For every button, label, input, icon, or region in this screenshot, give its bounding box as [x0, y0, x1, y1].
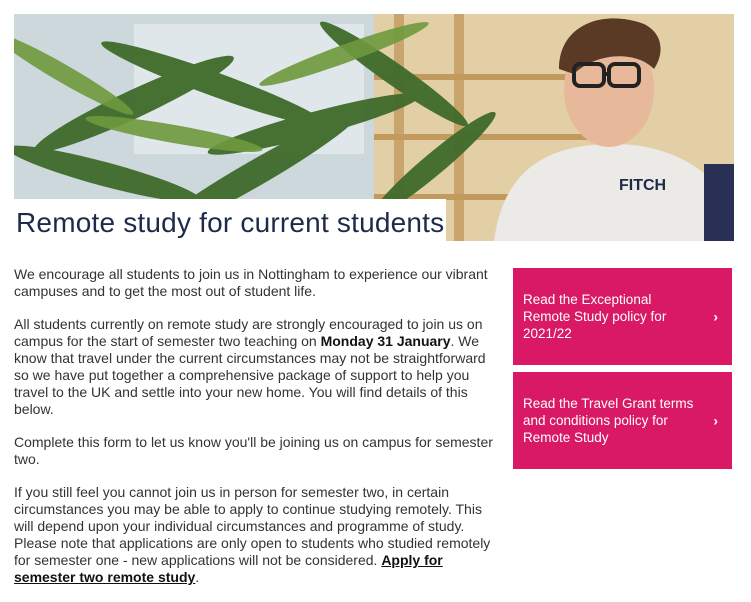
chevron-right-icon: › [713, 308, 718, 324]
semester-start-date: Monday 31 January [320, 333, 451, 349]
travel-grant-policy-button[interactable] [513, 372, 732, 469]
apply-remote-study-link[interactable]: Apply for semester two remote study [14, 552, 443, 585]
paragraph-remote-study-text-2: . We know that travel under the current circumstances may not be straightforward so we have put together a comprehensive package of support to help you travel to the UK and settle into your new home. You will find details of this below. [14, 333, 486, 417]
cta-label: Read the Travel Grant terms and conditions policy for Remote Study [523, 396, 694, 445]
paragraph-remote-study-text-1: All students currently on remote study are strongly encouraged to join us on campus for the start of semester two teaching on [14, 316, 483, 349]
svg-text:FITCH: FITCH [619, 177, 667, 194]
page-title-box [14, 199, 446, 241]
page-title: Remote study for current students [16, 207, 445, 238]
paragraph-intro: We encourage all students to join us in Nottingham to experience our vibrant campuses and to get the most out of student life. [14, 266, 488, 299]
paragraph-apply [14, 484, 494, 586]
main-content [14, 266, 494, 602]
paragraph-remote-study [14, 316, 494, 418]
chevron-right-icon: › [713, 412, 718, 428]
paragraph-apply-text: If you still feel you cannot join us in person for semester two, in certain circumstances you may be able to apply to continue studying remotely. This will depend upon your individual circumstances and programme of study. Please note that applications are only open to students who studied remotely for semester one - new applications will not be considered. [14, 484, 491, 568]
paragraph-apply-end: . [195, 569, 200, 585]
exceptional-remote-study-policy-button[interactable] [513, 268, 732, 365]
paragraph-form: Complete this form to let us know you'll be joining us on campus for semester two. [14, 434, 493, 467]
cta-label: Read the Exceptional Remote Study policy for 2021/22 [523, 292, 667, 341]
